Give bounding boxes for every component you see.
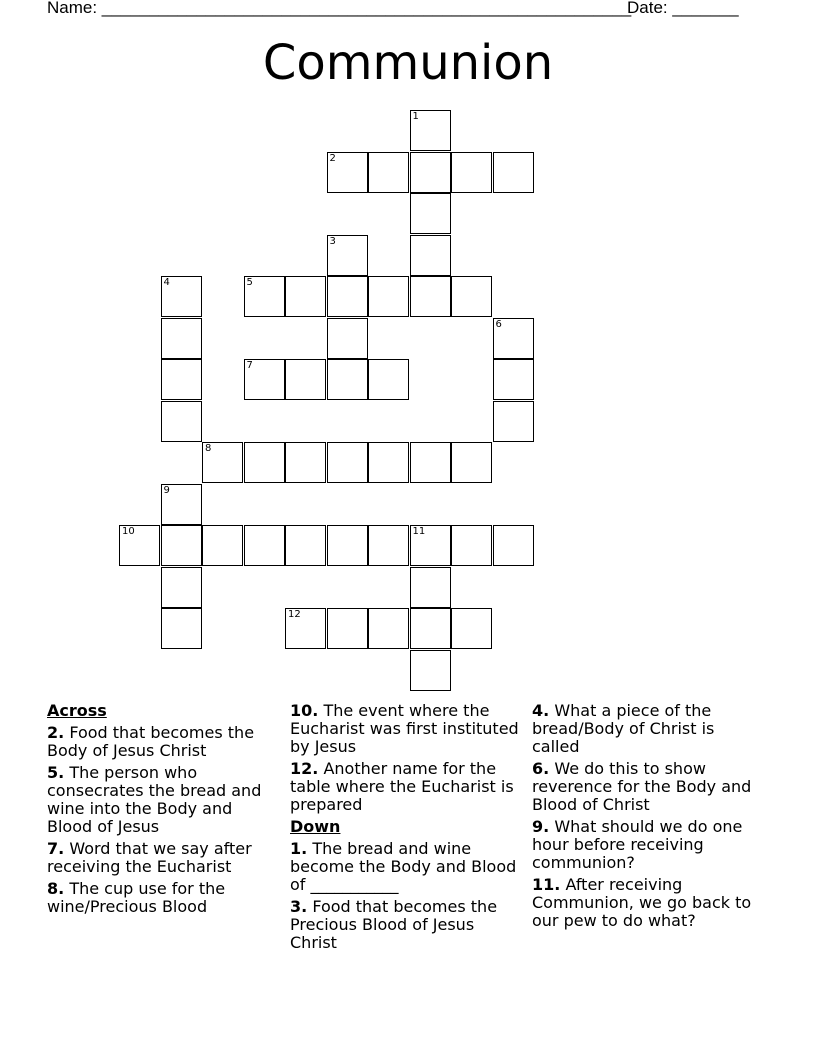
name-field[interactable]: Name: ________________________________________________________	[47, 0, 632, 17]
across-heading: Across	[47, 701, 107, 720]
grid-cell[interactable]	[161, 567, 202, 608]
grid-cell[interactable]	[451, 152, 492, 193]
grid-cell[interactable]	[327, 442, 368, 483]
across-clue: 2. Food that becomes the Body of Jesus Christ	[47, 723, 255, 760]
grid-cell[interactable]	[451, 525, 492, 566]
across-clue: 5. The person who consecrates the bread and wine into the Body and Blood of Jesus	[47, 763, 262, 836]
grid-cell[interactable]	[244, 276, 285, 317]
down-clue: 11. After receiving Communion, we go back to our pew to do what?	[532, 875, 752, 930]
clue-column-3	[532, 702, 762, 934]
clue-column-2	[290, 702, 520, 956]
clue-number: 4	[163, 277, 170, 288]
date-field[interactable]: Date: _______	[627, 0, 739, 17]
grid-cell[interactable]	[368, 608, 409, 649]
grid-cell[interactable]	[161, 484, 202, 525]
clue-number: 9	[163, 484, 170, 496]
grid-cell[interactable]	[493, 525, 534, 566]
across-clue: 8. The cup use for the wine/Precious Blood	[47, 879, 226, 916]
clue-number: 5	[246, 277, 253, 288]
grid-cell[interactable]	[493, 359, 534, 400]
clue-number: 1	[412, 111, 419, 122]
clue-number: 10	[122, 526, 135, 537]
clue-number: 8	[205, 443, 212, 454]
grid-cell[interactable]	[327, 608, 368, 649]
grid-cell[interactable]	[493, 401, 534, 442]
grid-cell[interactable]	[327, 276, 368, 317]
grid-cell[interactable]	[161, 401, 202, 442]
grid-cell[interactable]	[327, 318, 368, 359]
page-title: Communion	[262, 35, 554, 91]
grid-cell[interactable]	[410, 442, 451, 483]
grid-cell[interactable]	[202, 442, 243, 483]
down-clue: 9. What should we do one hour before receiving communion?	[532, 817, 743, 872]
grid-cell[interactable]	[368, 152, 409, 193]
clue-number: 11	[412, 526, 426, 537]
grid-cell[interactable]	[285, 442, 326, 483]
grid-cell[interactable]	[410, 110, 451, 151]
grid-cell[interactable]	[244, 359, 285, 400]
grid-cell[interactable]	[410, 608, 451, 649]
grid-cell[interactable]	[410, 276, 451, 317]
down-clue: 4. What a piece of the bread/Body of Christ is called	[532, 701, 715, 756]
grid-cell[interactable]	[327, 152, 368, 193]
grid-cell[interactable]	[410, 525, 451, 566]
clue-number: 2	[329, 152, 336, 164]
grid-cell[interactable]	[368, 525, 409, 566]
grid-cell[interactable]	[410, 235, 451, 276]
grid-cell[interactable]	[161, 318, 202, 359]
grid-cell[interactable]	[493, 318, 534, 359]
grid-cell[interactable]	[285, 525, 326, 566]
down-clue: 3. Food that becomes the Precious Blood of Jesus Christ	[290, 897, 498, 952]
grid-cell[interactable]	[161, 359, 202, 400]
grid-cell[interactable]	[410, 650, 451, 691]
grid-cell[interactable]	[119, 525, 160, 566]
down-clue: 1. The bread and wine become the Body and Blood of ___________	[290, 839, 517, 894]
grid-cell[interactable]	[161, 276, 202, 317]
grid-cell[interactable]	[285, 276, 326, 317]
down-clue: 6. We do this to show reverence for the Body and Blood of Christ	[532, 759, 752, 814]
grid-cell[interactable]	[493, 152, 534, 193]
grid-cell[interactable]	[285, 608, 326, 649]
grid-cell[interactable]	[327, 235, 368, 276]
grid-cell[interactable]	[285, 359, 326, 400]
grid-cell[interactable]	[202, 525, 243, 566]
grid-cell[interactable]	[451, 276, 492, 317]
grid-cell[interactable]	[244, 442, 285, 483]
across-clue: 10. The event where the Eucharist was first instituted by Jesus	[290, 701, 519, 756]
grid-cell[interactable]	[327, 359, 368, 400]
grid-cell[interactable]	[368, 276, 409, 317]
grid-cell[interactable]	[161, 525, 202, 566]
grid-cell[interactable]	[451, 442, 492, 483]
grid-cell[interactable]	[410, 193, 451, 234]
across-clue: 12. Another name for the table where the Eucharist is prepared	[290, 759, 514, 814]
clue-number: 7	[246, 360, 253, 371]
grid-cell[interactable]	[410, 567, 451, 608]
grid-cell[interactable]	[244, 525, 285, 566]
grid-cell[interactable]	[327, 525, 368, 566]
grid-cell[interactable]	[451, 608, 492, 649]
clue-number: 3	[329, 235, 336, 247]
grid-cell[interactable]	[368, 442, 409, 483]
clue-column-1	[47, 702, 277, 920]
grid-cell[interactable]	[368, 359, 409, 400]
clue-number: 6	[495, 318, 502, 330]
across-clue: 7. Word that we say after receiving the Eucharist	[47, 839, 252, 876]
grid-cell[interactable]	[161, 608, 202, 649]
down-heading: Down	[290, 817, 341, 836]
grid-cell[interactable]	[410, 152, 451, 193]
clue-number: 12	[288, 609, 301, 620]
